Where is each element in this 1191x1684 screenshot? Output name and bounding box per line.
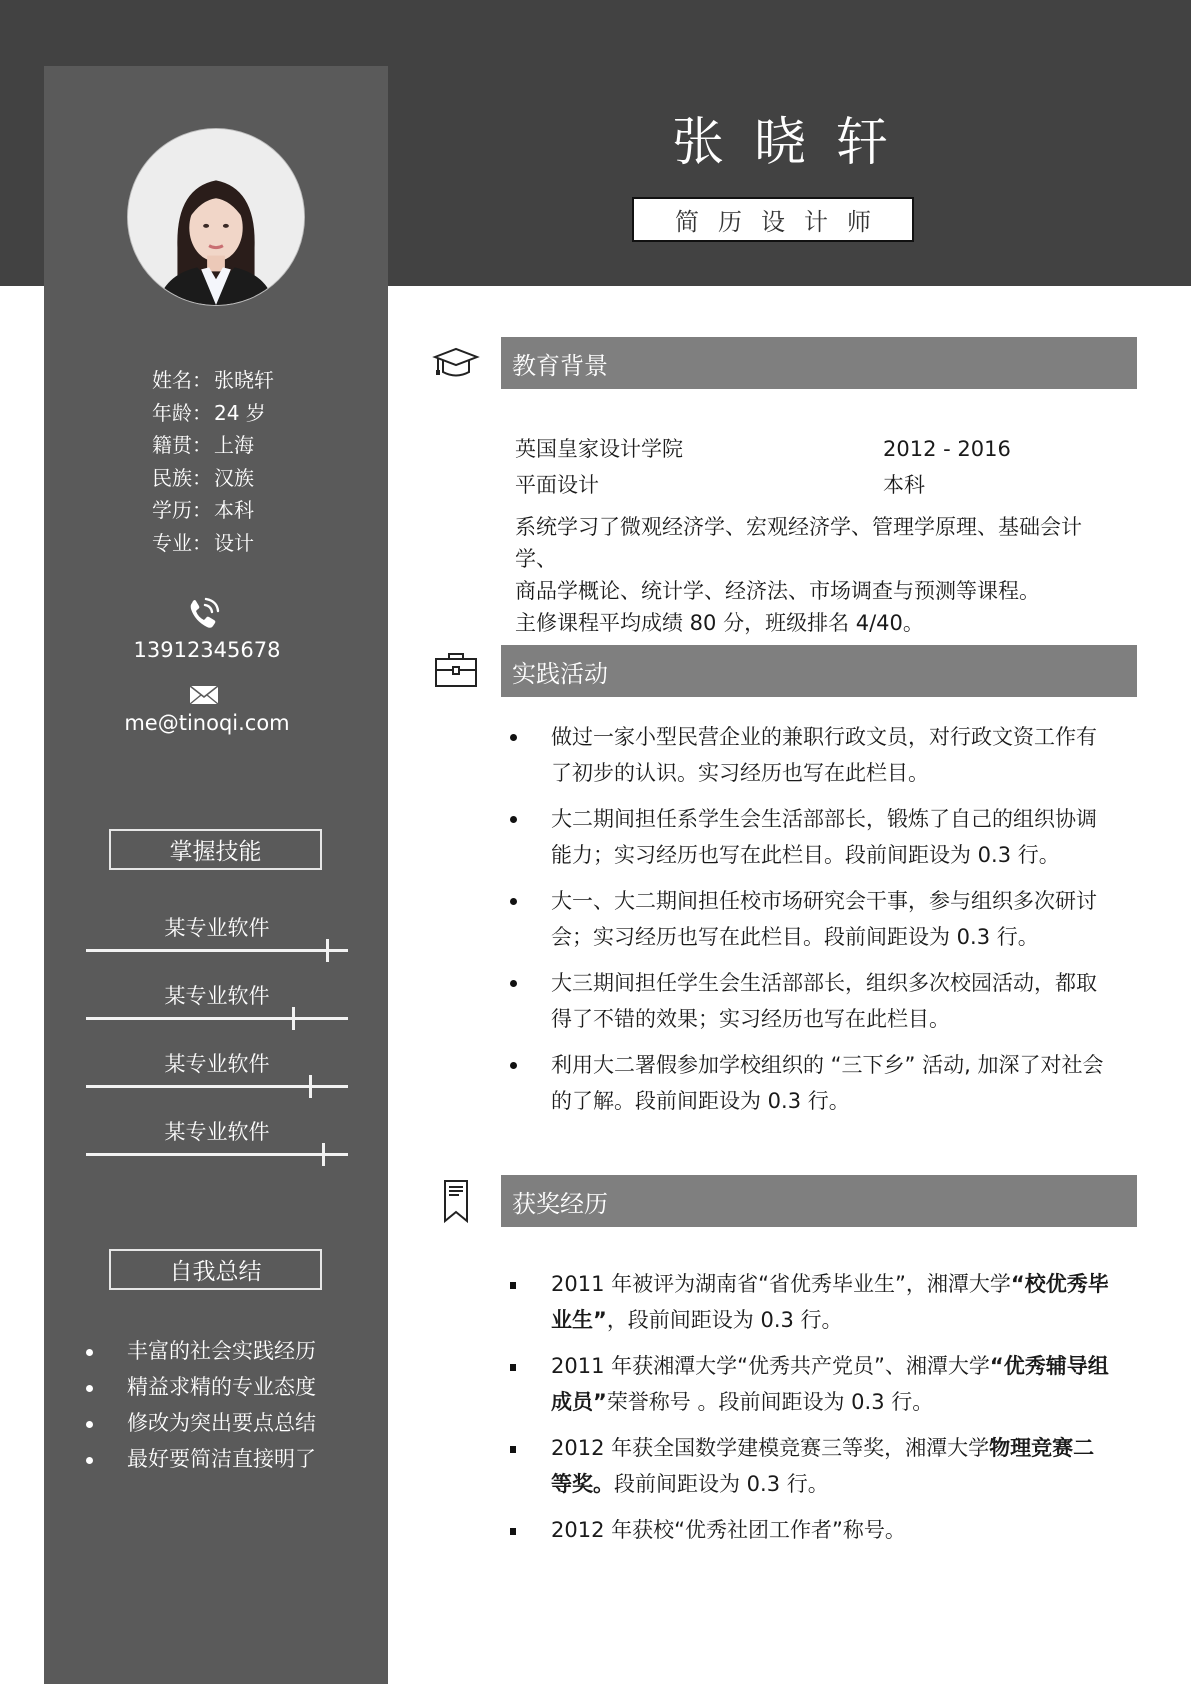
list-item: 大一、大二期间担任校市场研究会干事，参与组织多次研讨会；实习经历也写在此栏目。段前间距设为 0.3 行。	[510, 883, 1110, 955]
personal-info	[152, 364, 274, 559]
list-item: 大二期间担任系学生会生活部部长，锻炼了自己的组织协调能力；实习经历也写在此栏目。段前间距设为 0.3 行。	[510, 801, 1110, 873]
list-item: 2012 年获校“优秀社团工作者”称号。	[510, 1512, 1110, 1548]
list-item: 做过一家小型民营企业的兼职行政文员，对行政文资工作有了初步的认识。实习经历也写在此栏目。	[510, 719, 1110, 791]
skill-track	[86, 949, 348, 952]
section-header-education: 教育背景	[501, 337, 1137, 389]
section-header-awards: 获奖经历	[501, 1175, 1137, 1227]
email-address[interactable]: me@tinoqi.com	[124, 711, 290, 735]
info-row-name: 姓名： 张晓轩	[152, 368, 274, 392]
job-title-badge: 简历设计师	[632, 197, 914, 242]
profile-photo	[128, 129, 304, 305]
info-row-age: 年龄： 24 岁	[152, 400, 266, 425]
skill-item: 某专业软件	[86, 1116, 348, 1176]
awards-list	[510, 1266, 1110, 1558]
skill-level-marker	[322, 1143, 325, 1166]
phone-icon	[186, 597, 222, 631]
list-item: 大三期间担任学生会生活部部长，组织多次校园活动，都取得了不错的效果；实习经历也写在此栏目。	[510, 965, 1110, 1037]
list-item: 精益求精的专业态度	[80, 1369, 316, 1405]
bookmark-icon	[432, 1178, 480, 1224]
info-row-ethnicity: 民族： 汉族	[152, 465, 254, 490]
skill-track	[86, 1017, 348, 1020]
skill-item: 某专业软件	[86, 980, 348, 1040]
list-item: 利用大二署假参加学校组织的 “三下乡” 活动, 加深了对社会的了解。段前间距设为 0.3 行。	[510, 1047, 1110, 1119]
skill-level-marker	[309, 1075, 312, 1098]
envelope-icon	[189, 684, 219, 706]
list-item: 丰富的社会实践经历	[80, 1333, 316, 1369]
list-item: 最好要简洁直接明了	[80, 1441, 316, 1477]
study-years: 2012 - 2016	[883, 437, 1011, 461]
list-item: 修改为突出要点总结	[80, 1405, 316, 1441]
practice-list	[510, 719, 1110, 1129]
info-row-hometown: 籍贯： 上海	[152, 433, 254, 457]
graduation-cap-icon	[432, 345, 480, 385]
list-item: 2011 年被评为湖南省“省优秀毕业生”，湘潭大学“校优秀毕业生”，段前间距设为 0.3 行。	[510, 1266, 1110, 1338]
candidate-name: 张晓轩	[671, 113, 918, 173]
major: 平面设计	[515, 473, 599, 497]
skill-track	[86, 1153, 348, 1156]
phone-number[interactable]: 13912345678	[133, 638, 281, 662]
section-header-practice: 实践活动	[501, 645, 1137, 697]
info-row-major: 专业： 设计	[152, 530, 254, 555]
skill-level-marker	[292, 1007, 295, 1030]
list-item: 2012 年获全国数学建模竞赛三等奖，湘潭大学物理竞赛二等奖。段前间距设为 0.3 行。	[510, 1430, 1110, 1502]
avatar	[127, 128, 305, 306]
school-name: 英国皇家设计学院	[515, 437, 683, 461]
skill-item: 某专业软件	[86, 912, 348, 972]
summary-list	[80, 1333, 316, 1477]
summary-heading: 自我总结	[109, 1249, 322, 1290]
education-description: 系统学习了微观经济学、宏观经济学、管理学原理、基础会计学、 商品学概论、统计学、经济法、市场调查与预测等课程。 主修课程平均成绩 80 分，班级排名 4/40。	[515, 515, 1082, 635]
briefcase-icon	[432, 650, 480, 690]
skill-level-marker	[326, 939, 329, 962]
list-item: 2011 年获湘潭大学“优秀共产党员”、湘潭大学“优秀辅导组成员”荣誉称号 。段前间距设为 0.3 行。	[510, 1348, 1110, 1420]
skill-item: 某专业软件	[86, 1048, 348, 1108]
info-row-education: 学历： 本科	[152, 498, 254, 522]
education-block	[515, 431, 1115, 639]
skills-heading: 掌握技能	[109, 829, 322, 870]
degree: 本科	[883, 473, 925, 497]
